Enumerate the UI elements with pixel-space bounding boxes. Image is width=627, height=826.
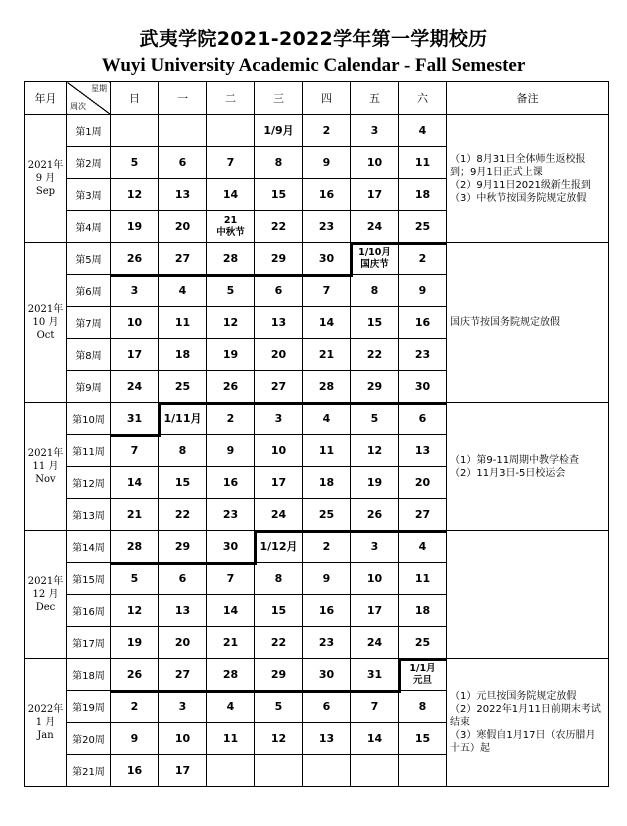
month-line: Nov bbox=[35, 474, 56, 485]
day-cell: 26 bbox=[207, 371, 255, 403]
page-title: 武夷学院2021-2022学年第一学期校历 bbox=[139, 28, 488, 50]
day-cell: 25 bbox=[399, 211, 447, 243]
day-cell: 21 中秋节 bbox=[207, 211, 255, 243]
day-cell: 11 bbox=[207, 723, 255, 755]
day-cell: 26 bbox=[351, 499, 399, 531]
week-label: 第8周 bbox=[67, 339, 111, 371]
week-label: 第7周 bbox=[67, 307, 111, 339]
week-label: 第10周 bbox=[67, 403, 111, 435]
day-cell: 16 bbox=[111, 755, 159, 787]
day-cell: 10 bbox=[351, 563, 399, 595]
week-row bbox=[25, 531, 609, 563]
day-cell: 2 bbox=[303, 115, 351, 147]
day-cell: 25 bbox=[159, 371, 207, 403]
month-boundary-line bbox=[351, 242, 447, 245]
day-cell: 17 bbox=[351, 595, 399, 627]
day-cell: 28 bbox=[207, 659, 255, 691]
day-cell: 21 bbox=[111, 499, 159, 531]
day-cell: 14 bbox=[207, 595, 255, 627]
week-label: 第18周 bbox=[67, 659, 111, 691]
header-week-weekday bbox=[67, 82, 111, 115]
month-boundary-line bbox=[350, 243, 353, 275]
day-cell: 6 bbox=[399, 403, 447, 435]
day-cell: 13 bbox=[255, 307, 303, 339]
day-cell: 30 bbox=[399, 371, 447, 403]
day-cell: 5 bbox=[255, 691, 303, 723]
header-week-label: 周次 bbox=[70, 102, 86, 111]
week-row bbox=[25, 115, 609, 147]
day-cell: 6 bbox=[159, 147, 207, 179]
day-cell: 2 bbox=[399, 243, 447, 275]
day-cell: 22 bbox=[159, 499, 207, 531]
day-cell: 15 bbox=[255, 595, 303, 627]
day-cell: 8 bbox=[255, 563, 303, 595]
month-boundary-line bbox=[255, 530, 447, 533]
day-cell: 2 bbox=[111, 691, 159, 723]
day-cell: 28 bbox=[207, 243, 255, 275]
day-cell: 23 bbox=[303, 211, 351, 243]
day-cell: 30 bbox=[303, 243, 351, 275]
day-cell: 9 bbox=[207, 435, 255, 467]
day-cell: 12 bbox=[111, 595, 159, 627]
day-cell: 7 bbox=[303, 275, 351, 307]
day-cell bbox=[303, 755, 351, 787]
day-cell: 18 bbox=[159, 339, 207, 371]
day-cell: 23 bbox=[303, 627, 351, 659]
day-cell: 18 bbox=[399, 595, 447, 627]
note-line: 国庆节按国务院规定放假 bbox=[450, 317, 560, 328]
day-cell: 6 bbox=[255, 275, 303, 307]
day-cell: 30 bbox=[207, 531, 255, 563]
day-cell: 22 bbox=[351, 339, 399, 371]
month-line: 2021年 bbox=[27, 448, 64, 459]
week-label: 第15周 bbox=[67, 563, 111, 595]
day-cell: 4 bbox=[399, 531, 447, 563]
day-cell: 24 bbox=[351, 627, 399, 659]
day-cell: 20 bbox=[255, 339, 303, 371]
note-line: （1）8月31日全体师生返校报到；9月1日正式上课 bbox=[450, 153, 586, 178]
day-cell: 31 bbox=[111, 403, 159, 435]
day-cell: 19 bbox=[207, 339, 255, 371]
month-boundary-line bbox=[398, 659, 401, 691]
month-boundary-line bbox=[111, 690, 401, 693]
day-cell: 19 bbox=[111, 211, 159, 243]
day-cell: 29 bbox=[255, 243, 303, 275]
week-label: 第6周 bbox=[67, 275, 111, 307]
page-subtitle: Wuyi University Academic Calendar - Fall Semester bbox=[101, 55, 526, 76]
day-cell: 7 bbox=[111, 435, 159, 467]
week-label: 第2周 bbox=[67, 147, 111, 179]
day-cell: 17 bbox=[255, 467, 303, 499]
day-cell: 20 bbox=[159, 627, 207, 659]
day-cell: 26 bbox=[111, 659, 159, 691]
week-label: 第5周 bbox=[67, 243, 111, 275]
day-cell: 14 bbox=[111, 467, 159, 499]
header-day-thu: 四 bbox=[303, 82, 351, 115]
day-cell bbox=[351, 755, 399, 787]
day-cell: 8 bbox=[159, 435, 207, 467]
day-cell: 27 bbox=[159, 243, 207, 275]
day-cell: 25 bbox=[399, 627, 447, 659]
day-cell: 11 bbox=[399, 563, 447, 595]
week-label: 第13周 bbox=[67, 499, 111, 531]
day-cell: 16 bbox=[303, 179, 351, 211]
header-day-wed: 三 bbox=[255, 82, 303, 115]
day-cell: 18 bbox=[303, 467, 351, 499]
day-cell: 4 bbox=[303, 403, 351, 435]
month-boundary-line bbox=[111, 274, 353, 277]
day-cell: 14 bbox=[351, 723, 399, 755]
day-cell: 12 bbox=[207, 307, 255, 339]
month-line: 10 月 bbox=[32, 317, 59, 328]
day-cell: 16 bbox=[303, 595, 351, 627]
header-day-mon: 一 bbox=[159, 82, 207, 115]
day-cell: 6 bbox=[303, 691, 351, 723]
day-cell: 7 bbox=[351, 691, 399, 723]
header-notes: 备注 bbox=[447, 82, 609, 115]
day-cell: 17 bbox=[111, 339, 159, 371]
note-line: （1）第9-11周期中教学检查 bbox=[450, 454, 580, 466]
day-cell: 14 bbox=[207, 179, 255, 211]
note-line: （3）寒假自1月17日（农历腊月十五）起 bbox=[450, 730, 596, 754]
day-cell: 3 bbox=[351, 115, 399, 147]
week-label: 第12周 bbox=[67, 467, 111, 499]
month-line: Oct bbox=[36, 330, 55, 341]
week-label: 第4周 bbox=[67, 211, 111, 243]
week-label: 第19周 bbox=[67, 691, 111, 723]
day-cell: 11 bbox=[399, 147, 447, 179]
day-cell: 31 bbox=[351, 659, 399, 691]
day-cell bbox=[399, 755, 447, 787]
day-cell: 27 bbox=[399, 499, 447, 531]
day-cell: 10 bbox=[351, 147, 399, 179]
month-cell bbox=[25, 115, 67, 243]
day-cell: 7 bbox=[207, 147, 255, 179]
month-boundary-line bbox=[399, 658, 447, 661]
day-cell: 21 bbox=[207, 627, 255, 659]
month-boundary-line bbox=[111, 434, 161, 437]
day-cell: 4 bbox=[159, 275, 207, 307]
day-cell: 13 bbox=[159, 179, 207, 211]
week-label: 第1周 bbox=[67, 115, 111, 147]
notes-cell bbox=[447, 531, 609, 659]
day-cell: 2 bbox=[303, 531, 351, 563]
day-cell: 6 bbox=[159, 563, 207, 595]
day-cell: 1/1月 元旦 bbox=[399, 659, 447, 691]
notes-cell bbox=[447, 243, 609, 403]
day-cell: 10 bbox=[111, 307, 159, 339]
day-cell: 3 bbox=[111, 275, 159, 307]
month-cell bbox=[25, 403, 67, 531]
week-label: 第21周 bbox=[67, 755, 111, 787]
header-day-sat: 六 bbox=[399, 82, 447, 115]
week-label: 第17周 bbox=[67, 627, 111, 659]
day-cell: 1/11月 bbox=[159, 403, 207, 435]
day-cell: 12 bbox=[111, 179, 159, 211]
week-label: 第14周 bbox=[67, 531, 111, 563]
header-month: 年月 bbox=[25, 82, 67, 115]
day-cell bbox=[159, 115, 207, 147]
month-line: Sep bbox=[35, 186, 56, 197]
month-line: 11 月 bbox=[32, 461, 59, 472]
day-cell: 16 bbox=[207, 467, 255, 499]
day-cell: 5 bbox=[111, 147, 159, 179]
day-cell: 9 bbox=[303, 147, 351, 179]
week-label: 第3周 bbox=[67, 179, 111, 211]
week-row bbox=[25, 659, 609, 691]
day-cell: 21 bbox=[303, 339, 351, 371]
month-boundary-line bbox=[159, 402, 447, 405]
week-label: 第11周 bbox=[67, 435, 111, 467]
day-cell: 8 bbox=[255, 147, 303, 179]
day-cell: 14 bbox=[303, 307, 351, 339]
month-boundary-line bbox=[158, 403, 161, 435]
day-cell: 28 bbox=[111, 531, 159, 563]
month-line: 2022年 bbox=[27, 704, 64, 715]
day-cell: 22 bbox=[255, 211, 303, 243]
day-cell: 19 bbox=[111, 627, 159, 659]
day-cell: 3 bbox=[255, 403, 303, 435]
month-line: Dec bbox=[35, 602, 56, 613]
day-cell: 1/12月 bbox=[255, 531, 303, 563]
day-cell: 7 bbox=[207, 563, 255, 595]
day-cell: 17 bbox=[351, 179, 399, 211]
day-cell: 3 bbox=[159, 691, 207, 723]
day-cell: 28 bbox=[303, 371, 351, 403]
day-cell: 4 bbox=[207, 691, 255, 723]
day-cell: 1/10月 国庆节 bbox=[351, 243, 399, 275]
notes-cell bbox=[447, 115, 609, 243]
notes-cell bbox=[447, 659, 609, 787]
day-cell: 8 bbox=[351, 275, 399, 307]
day-cell: 9 bbox=[303, 563, 351, 595]
day-cell bbox=[255, 755, 303, 787]
week-row bbox=[25, 243, 609, 275]
day-cell: 10 bbox=[159, 723, 207, 755]
day-cell: 15 bbox=[159, 467, 207, 499]
day-cell: 18 bbox=[399, 179, 447, 211]
day-cell: 27 bbox=[159, 659, 207, 691]
day-cell bbox=[207, 755, 255, 787]
month-line: 2021年 bbox=[27, 160, 64, 171]
day-cell: 27 bbox=[255, 371, 303, 403]
day-cell: 15 bbox=[399, 723, 447, 755]
day-cell: 20 bbox=[159, 211, 207, 243]
header-day-fri: 五 bbox=[351, 82, 399, 115]
day-cell: 8 bbox=[399, 691, 447, 723]
month-cell bbox=[25, 243, 67, 403]
month-line: Jan bbox=[37, 730, 54, 741]
day-cell: 15 bbox=[351, 307, 399, 339]
day-cell: 22 bbox=[255, 627, 303, 659]
day-cell: 30 bbox=[303, 659, 351, 691]
day-cell: 10 bbox=[255, 435, 303, 467]
day-cell: 1/9月 bbox=[255, 115, 303, 147]
day-cell: 20 bbox=[399, 467, 447, 499]
week-row bbox=[25, 403, 609, 435]
day-cell: 5 bbox=[111, 563, 159, 595]
day-cell: 3 bbox=[351, 531, 399, 563]
month-cell bbox=[25, 531, 67, 659]
day-cell: 12 bbox=[255, 723, 303, 755]
note-line: （3）中秋节按国务院规定放假 bbox=[450, 192, 587, 204]
month-cell bbox=[25, 659, 67, 787]
day-cell: 24 bbox=[255, 499, 303, 531]
note-line: （2）2022年1月11日前期末考试结束 bbox=[450, 704, 601, 728]
month-line: 2021年 bbox=[27, 304, 64, 315]
day-cell: 26 bbox=[111, 243, 159, 275]
day-cell: 25 bbox=[303, 499, 351, 531]
day-cell: 23 bbox=[399, 339, 447, 371]
day-cell: 29 bbox=[351, 371, 399, 403]
day-cell: 4 bbox=[399, 115, 447, 147]
header-day-sun: 日 bbox=[111, 82, 159, 115]
notes-cell bbox=[447, 403, 609, 531]
day-cell: 16 bbox=[399, 307, 447, 339]
header-row bbox=[25, 82, 609, 115]
month-line: 12 月 bbox=[32, 589, 59, 600]
day-cell: 24 bbox=[351, 211, 399, 243]
week-label: 第16周 bbox=[67, 595, 111, 627]
month-boundary-line bbox=[254, 531, 257, 563]
day-cell: 9 bbox=[399, 275, 447, 307]
day-cell: 2 bbox=[207, 403, 255, 435]
month-line: 9 月 bbox=[35, 173, 56, 184]
day-cell: 29 bbox=[159, 531, 207, 563]
note-line: （1）元旦按国务院规定放假 bbox=[450, 691, 577, 702]
week-label: 第9周 bbox=[67, 371, 111, 403]
day-cell: 13 bbox=[399, 435, 447, 467]
header-weekday-label: 星期 bbox=[91, 84, 107, 93]
day-cell: 11 bbox=[159, 307, 207, 339]
day-cell: 13 bbox=[159, 595, 207, 627]
day-cell: 5 bbox=[351, 403, 399, 435]
day-cell bbox=[207, 115, 255, 147]
month-line: 1 月 bbox=[35, 717, 56, 728]
day-cell: 9 bbox=[111, 723, 159, 755]
day-cell: 12 bbox=[351, 435, 399, 467]
day-cell: 5 bbox=[207, 275, 255, 307]
day-cell: 15 bbox=[255, 179, 303, 211]
day-cell: 17 bbox=[159, 755, 207, 787]
day-cell bbox=[111, 115, 159, 147]
month-boundary-line bbox=[111, 562, 257, 565]
day-cell: 29 bbox=[255, 659, 303, 691]
note-line: （2）11月3日-5日校运会 bbox=[450, 467, 566, 479]
day-cell: 11 bbox=[303, 435, 351, 467]
day-cell: 24 bbox=[111, 371, 159, 403]
header-day-tue: 二 bbox=[207, 82, 255, 115]
day-cell: 19 bbox=[351, 467, 399, 499]
note-line: （2）9月11日2021级新生报到 bbox=[450, 179, 591, 191]
day-cell: 13 bbox=[303, 723, 351, 755]
week-label: 第20周 bbox=[67, 723, 111, 755]
month-line: 2021年 bbox=[27, 576, 64, 587]
day-cell: 23 bbox=[207, 499, 255, 531]
